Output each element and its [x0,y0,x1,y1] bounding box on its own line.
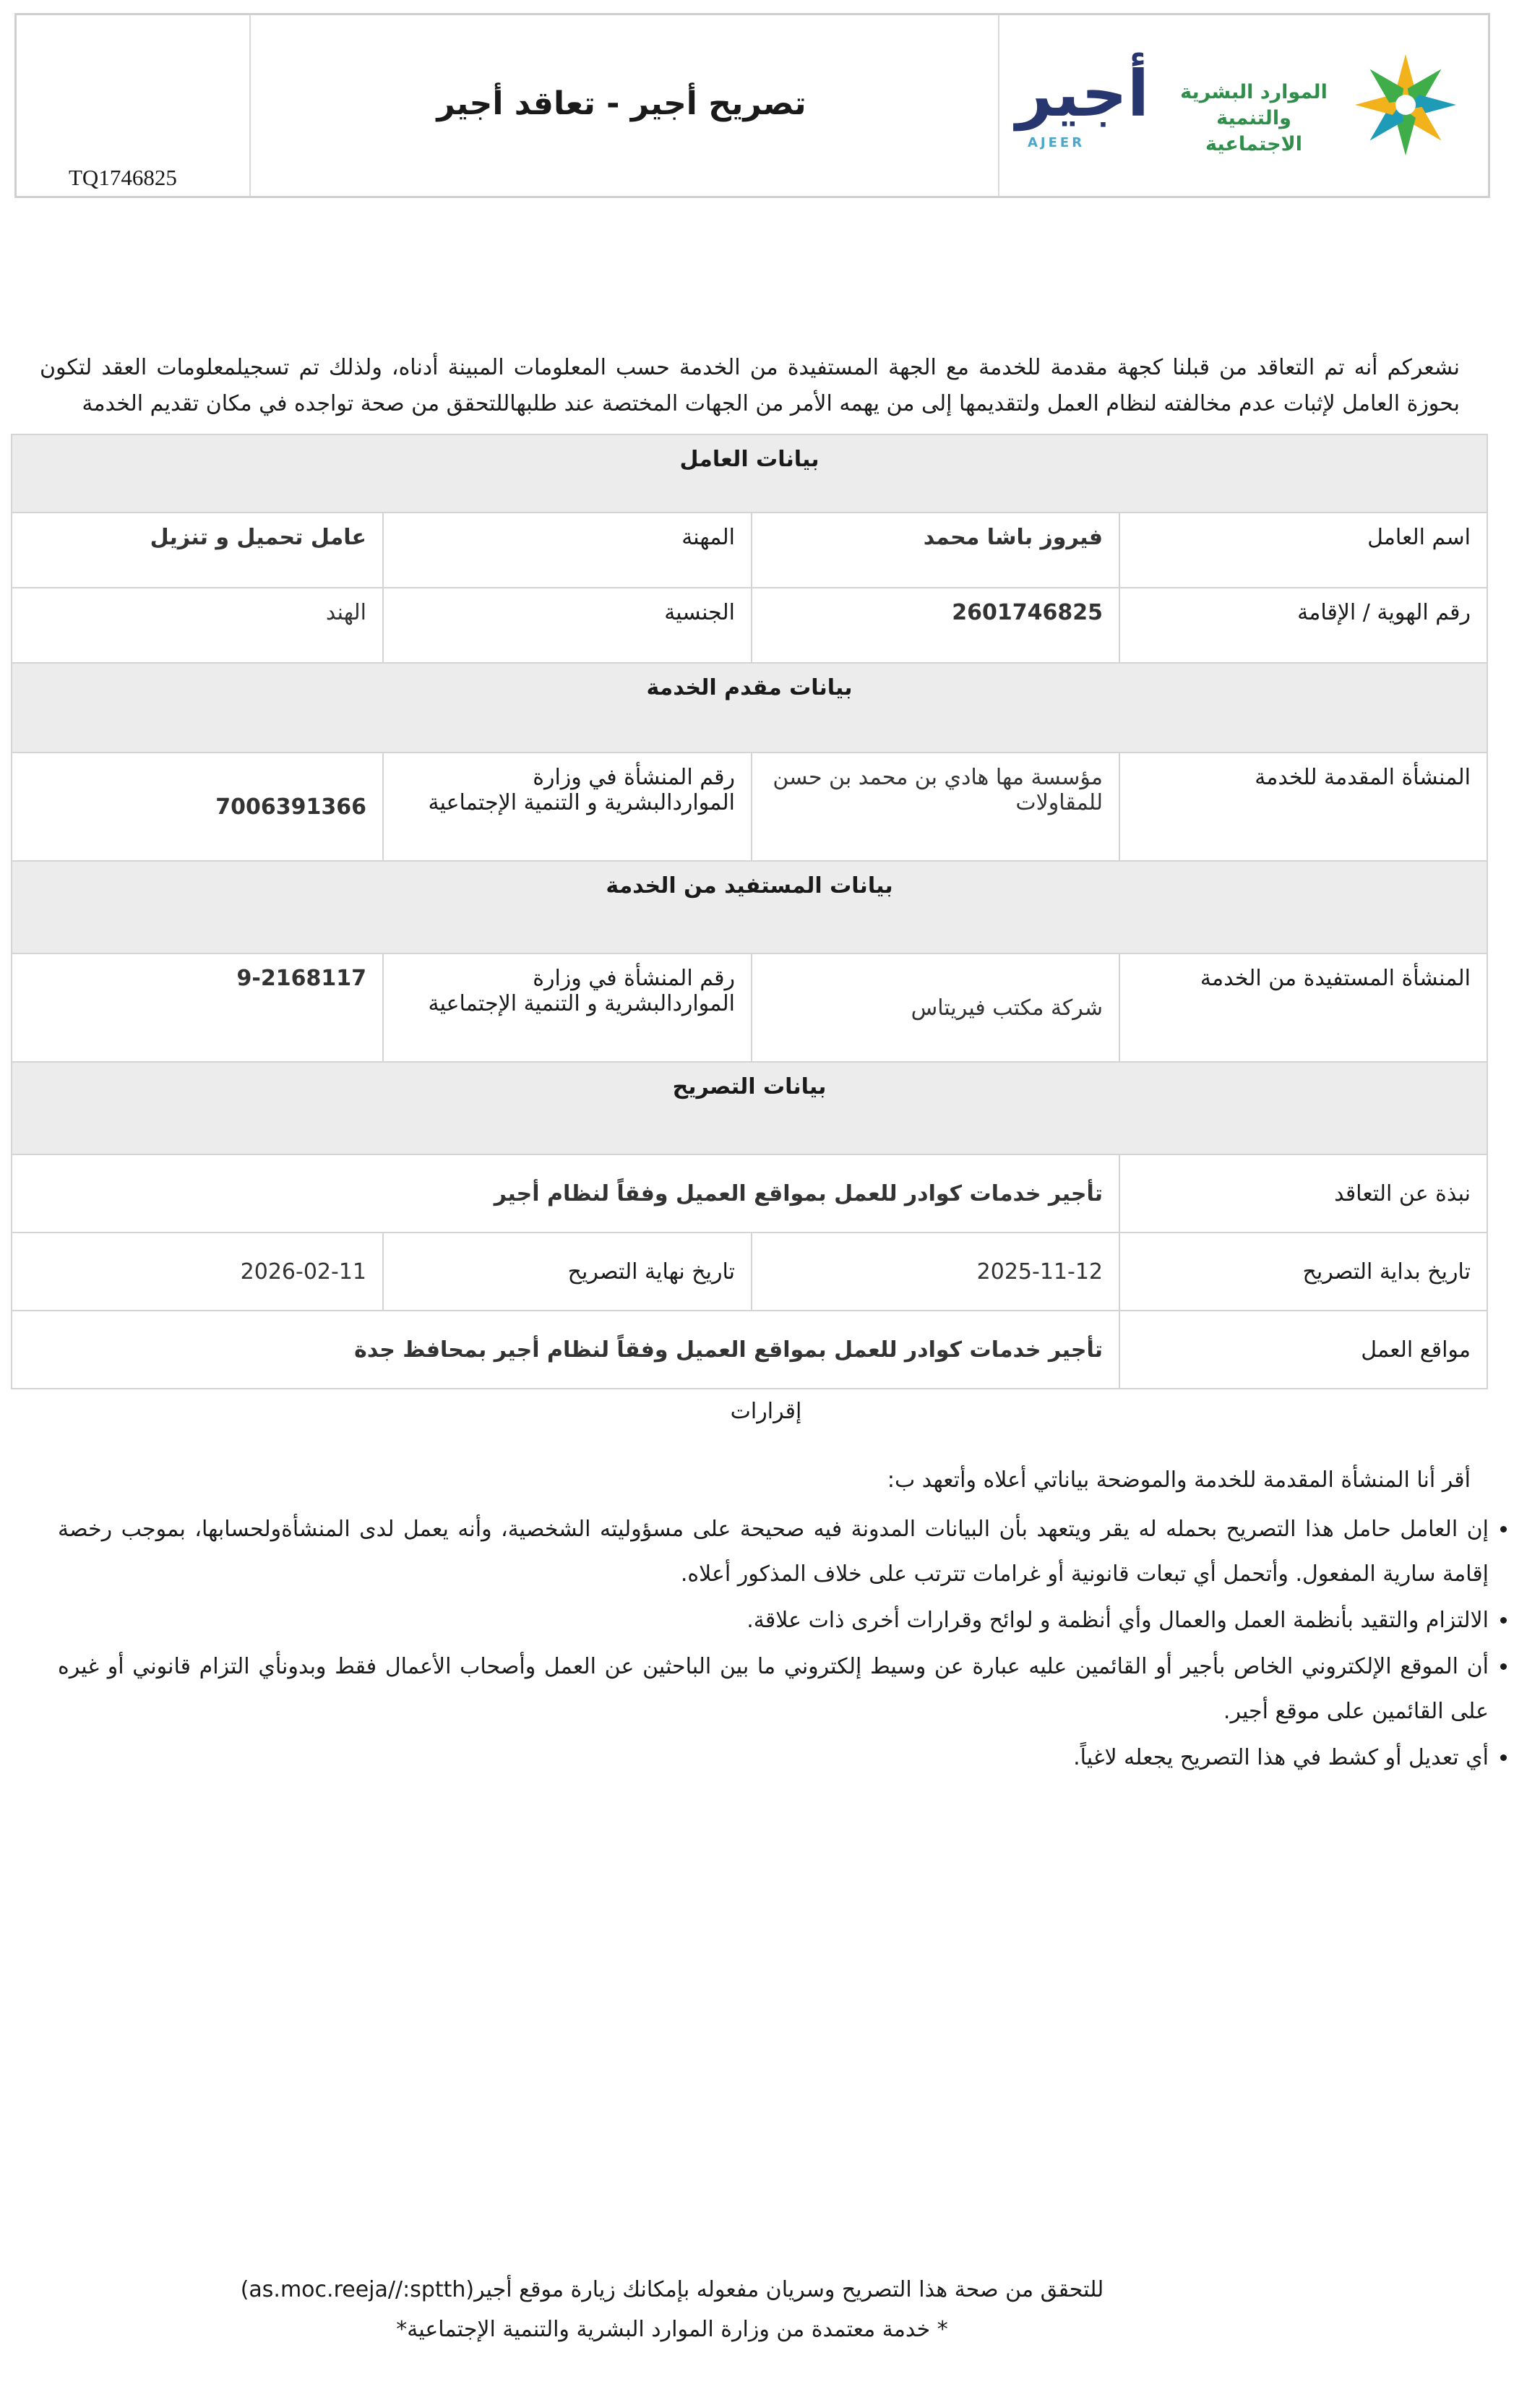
declaration-item: • الالتزام والتقيد بأنظمة العمل والعمال وأي أنظمة و لوائح وقرارات أخرى ذات علاقة. [58,1598,1489,1643]
declarations-list [58,1507,1528,1782]
declarations-heading: إقرارات [730,1399,802,1424]
nationality-label: الجنسية [383,588,752,663]
summary-label: نبذة عن التعاقد [1119,1154,1487,1233]
section-header-beneficiary [12,861,1487,953]
certification-note: * خدمة معتمدة من وزارة الموارد البشرية والتنمية الإجتماعية* [396,2317,948,2342]
table-row [12,1154,1487,1233]
beneficiary-entity-value: شركة مكتب فيريتاس [752,953,1119,1062]
provider-entity-value: مؤسسة مها هادي بن محمد بن حسن للمقاولات [752,753,1119,861]
table-row [12,513,1487,588]
end-date-label: تاريخ نهاية التصريح [383,1233,752,1311]
section-header-worker [12,434,1487,513]
start-date-value: 2025-11-12 [752,1233,1119,1311]
worker-name-label: اسم العامل [1119,513,1487,588]
beneficiary-number-value: 9-2168117 [12,953,383,1062]
ajeer-logo [1015,54,1149,155]
profession-label: المهنة [383,513,752,588]
provider-number-label: رقم المنشأة في وزارة المواردالبشرية و التنمية الإجتماعية [383,753,752,861]
permit-data-table [11,434,1488,1389]
provider-number-value: 7006391366 [12,753,383,861]
id-label: رقم الهوية / الإقامة [1119,588,1487,663]
ajeer-logo-text: أجير [1015,56,1149,131]
ministry-logo-text [1167,80,1341,158]
table-row [12,1311,1487,1389]
declarations-intro: أقر أنا المنشأة المقدمة للخدمة والموضحة بياناتي أعلاه وأتعهد ب: [887,1467,1471,1493]
declaration-item: • أي تعديل أو كشط في هذا التصريح يجعله لاغياً. [58,1736,1489,1780]
provider-entity-label: المنشأة المقدمة للخدمة [1119,753,1487,861]
ajeer-logo-latin: AJEER [1028,135,1085,150]
table-row [12,953,1487,1062]
summary-value: تأجير خدمات كوادر للعمل بمواقع العميل وفقاً لنظام أجير [12,1154,1119,1233]
table-row [12,588,1487,663]
start-date-label: تاريخ بداية التصريح [1119,1233,1487,1311]
ministry-logo-line1: الموارد البشرية [1180,81,1328,103]
intro-paragraph: نشعركم أنه تم التعاقد من قبلنا كجهة مقدمة للخدمة مع الجهة المستفيدة من الخدمة حسب المعلومات المبينة أدناه، ولذلك تم تسجيلمعلومات العقد لتكون بحوزة العامل لإثبات عدم مخالفته لنظام العمل ولتقديمها إلى من يهمه الأمر من الجهات المختصة عند طلبهاللتحقق من صحة تواجده في مكان تقديم الخدمة [40,355,1460,416]
table-row [12,753,1487,861]
profession-value: عامل تحميل و تنزيل [12,513,383,588]
reference-code: TQ1746825 [69,165,177,190]
section-header-permit [12,1062,1487,1154]
nationality-value: الهند [12,588,383,663]
section-title: بيانات مقدم الخدمة [12,663,1487,753]
ministry-star-icon [1348,51,1463,159]
worker-name-value: فيروز باشا محمد [752,513,1119,588]
ministry-logo [1167,51,1471,159]
end-date-value: 2026-02-11 [12,1233,383,1311]
document-title: تصريح أجير - تعاقد أجير [436,85,806,122]
section-title: بيانات العامل [12,434,1487,513]
locations-value: تأجير خدمات كوادر للعمل بمواقع العميل وفقاً لنظام أجير بمحافظ جدة [12,1311,1119,1389]
beneficiary-number-label: رقم المنشأة في وزارة المواردالبشرية و التنمية الإجتماعية [383,953,752,1062]
section-title: بيانات التصريح [12,1062,1487,1154]
section-header-provider [12,663,1487,753]
beneficiary-entity-label: المنشأة المستفيدة من الخدمة [1119,953,1487,1062]
locations-label: مواقع العمل [1119,1311,1487,1389]
table-row [12,1233,1487,1311]
id-value: 2601746825 [752,588,1119,663]
ministry-logo-line2: والتنمية الاجتماعية [1205,107,1302,155]
declaration-item: • أن الموقع الإلكتروني الخاص بأجير أو القائمين عليه عبارة عن وسيط إلكتروني ما بين الباحثين عن العمل وأصحاب الأعمال فقط وبدونأي التزام قانوني أو غيره على القائمين على موقع أجير. [58,1645,1489,1734]
header-divider [249,15,251,196]
declaration-item: • إن العامل حامل هذا التصريح بحمله له يقر ويتعهد بأن البيانات المدونة فيه صحيحة على مسؤوليته الشخصية، وأنه يعمل لدى المنشأةولحسابها، بموجب رخصة إقامة سارية المفعول. وأتحمل أي تبعات قانونية أو غرامات تترتب على خلاف المذكور أعلاه. [58,1507,1489,1597]
section-title: بيانات المستفيد من الخدمة [12,861,1487,953]
verification-note: للتحقق من صحة هذا التصريح وسريان مفعوله بإمكانك زيارة موقع أجير(as.moc.reeja//:sptth) [240,2277,1104,2302]
header-divider [998,15,999,196]
